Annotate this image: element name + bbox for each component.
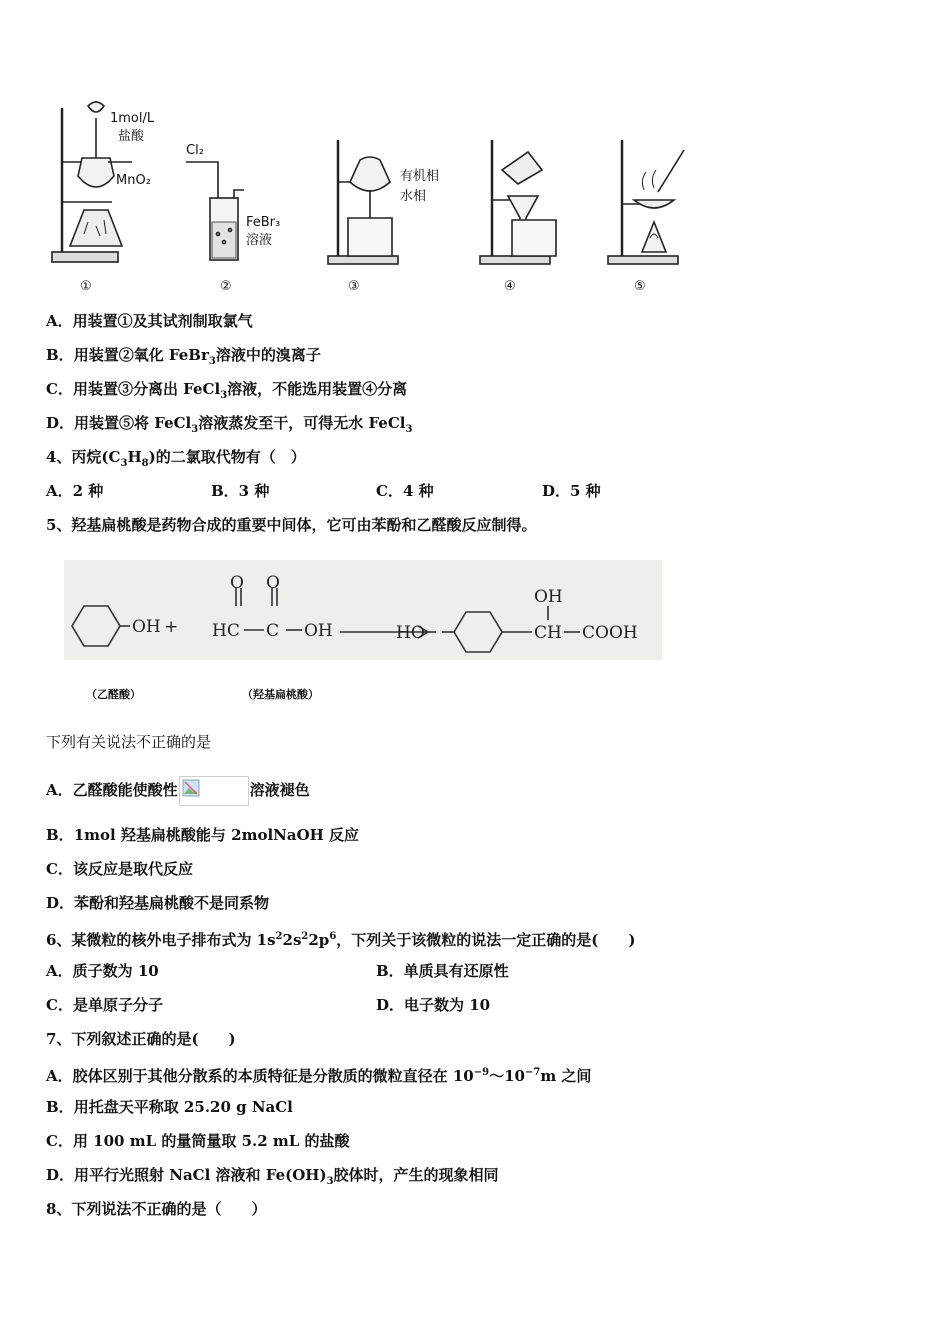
q6-option-a: A．质子数为 10 — [46, 962, 159, 980]
q5-prompt: 下列有关说法不正确的是 — [46, 733, 212, 751]
q3-option-a: A．用装置①及其试剂制取氯气 — [46, 312, 253, 330]
q6-stem: 6、某微粒的核外电子排布式为 $1s^22s^22p^6$，下列关于该微粒的说法一定正确的是( ) — [46, 931, 636, 949]
q4-option-d: D．5 种 — [542, 482, 601, 500]
q4-option-a: A．2 种 — [46, 482, 104, 500]
q4-stem: 4、丙烷$(C_3H_8)$的二氯取代物有（ ） — [46, 448, 306, 469]
q4-option-b: B．3 种 — [211, 482, 270, 500]
q6-option-b: B．单质具有还原性 — [376, 962, 509, 980]
product-ch: CH — [534, 623, 562, 643]
image-icon — [182, 779, 200, 797]
q7-stem: 7、下列叙述正确的是( ) — [46, 1030, 236, 1048]
apparatus-figure — [48, 100, 708, 300]
q5-option-a: A．乙醛酸能使酸性 溶液褪色 — [46, 776, 310, 806]
apparatus-number-4: ④ — [504, 279, 516, 294]
acid-label-2: 盐酸 — [118, 129, 145, 144]
q6-option-c: C．是单原子分子 — [46, 996, 163, 1014]
q6-option-d: D．电子数为 10 — [376, 996, 491, 1014]
carboxyl-oh: OH — [304, 621, 333, 641]
cl2-label: Cl₂ — [186, 143, 204, 158]
q4-option-c: C．4 种 — [376, 482, 434, 500]
apparatus-3 — [328, 140, 398, 264]
product-ho: HO — [396, 623, 425, 643]
q5-option-d: D．苯酚和羟基扁桃酸不是同系物 — [46, 894, 270, 912]
q7-option-c: C．用 100 mL 的量筒量取 5.2 mL 的盐酸 — [46, 1132, 350, 1150]
carboxyl-oxygen: O — [266, 573, 280, 593]
apparatus-4 — [480, 140, 556, 264]
apparatus-5 — [608, 140, 684, 264]
q3-option-b: B．用装置②氧化 FeBr$_3$溶液中的溴离子 — [46, 346, 321, 367]
acid-label-1: 1mol/L — [110, 111, 155, 126]
caption-glyoxylic-acid: （乙醛酸） — [86, 688, 141, 701]
reaction-scheme — [64, 560, 664, 670]
q7-option-b: B．用托盘天平称取 25.20 g NaCl — [46, 1098, 293, 1116]
q7-option-d: D．用平行光照射 NaCl 溶液和 $Fe(OH)_3$胶体时，产生的现象相同 — [46, 1166, 499, 1187]
apparatus-number-2: ② — [220, 279, 232, 294]
apparatus-number-5: ⑤ — [634, 279, 646, 294]
aldehyde-oxygen: O — [230, 573, 244, 593]
q8-stem: 8、下列说法不正确的是（ ） — [46, 1200, 267, 1218]
phenol-oh: OH — [132, 617, 161, 637]
febr3-label-1: FeBr₃ — [246, 215, 281, 230]
q7-option-a: A．胶体区别于其他分散系的本质特征是分散质的微粒直径在 $10^{-9}\sim 10^{-7}m$ 之间 — [46, 1067, 592, 1085]
mno2-label: MnO₂ — [116, 173, 151, 188]
febr3-label-2: 溶液 — [246, 233, 273, 248]
q5-option-b: B．1mol 羟基扁桃酸能与 2molNaOH 反应 — [46, 826, 360, 844]
apparatus-2 — [186, 162, 244, 260]
organic-phase-label: 有机相 — [400, 169, 440, 184]
apparatus-number-3: ③ — [348, 279, 360, 294]
q5-stem: 5、羟基扁桃酸是药物合成的重要中间体，它可由苯酚和乙醛酸反应制得。 — [46, 516, 537, 534]
product-cooh: COOH — [582, 623, 638, 643]
broken-image-placeholder — [179, 776, 249, 806]
q3-option-d: D．用装置⑤将 FeCl$_3$溶液蒸发至干，可得无水 FeCl$_3$ — [46, 414, 413, 435]
apparatus-number-1: ① — [80, 279, 92, 294]
plus-sign: + — [164, 617, 179, 637]
product-oh: OH — [534, 587, 563, 607]
q5-option-c: C．该反应是取代反应 — [46, 860, 193, 878]
q3-option-c: C．用装置③分离出 FeCl$_3$溶液，不能选用装置④分离 — [46, 380, 408, 401]
caption-hydroxymandelic-acid: （羟基扁桃酸） — [242, 688, 319, 701]
water-phase-label: 水相 — [400, 189, 427, 204]
aldehyde-hc: HC — [212, 621, 240, 641]
carboxyl-c: C — [266, 621, 280, 641]
